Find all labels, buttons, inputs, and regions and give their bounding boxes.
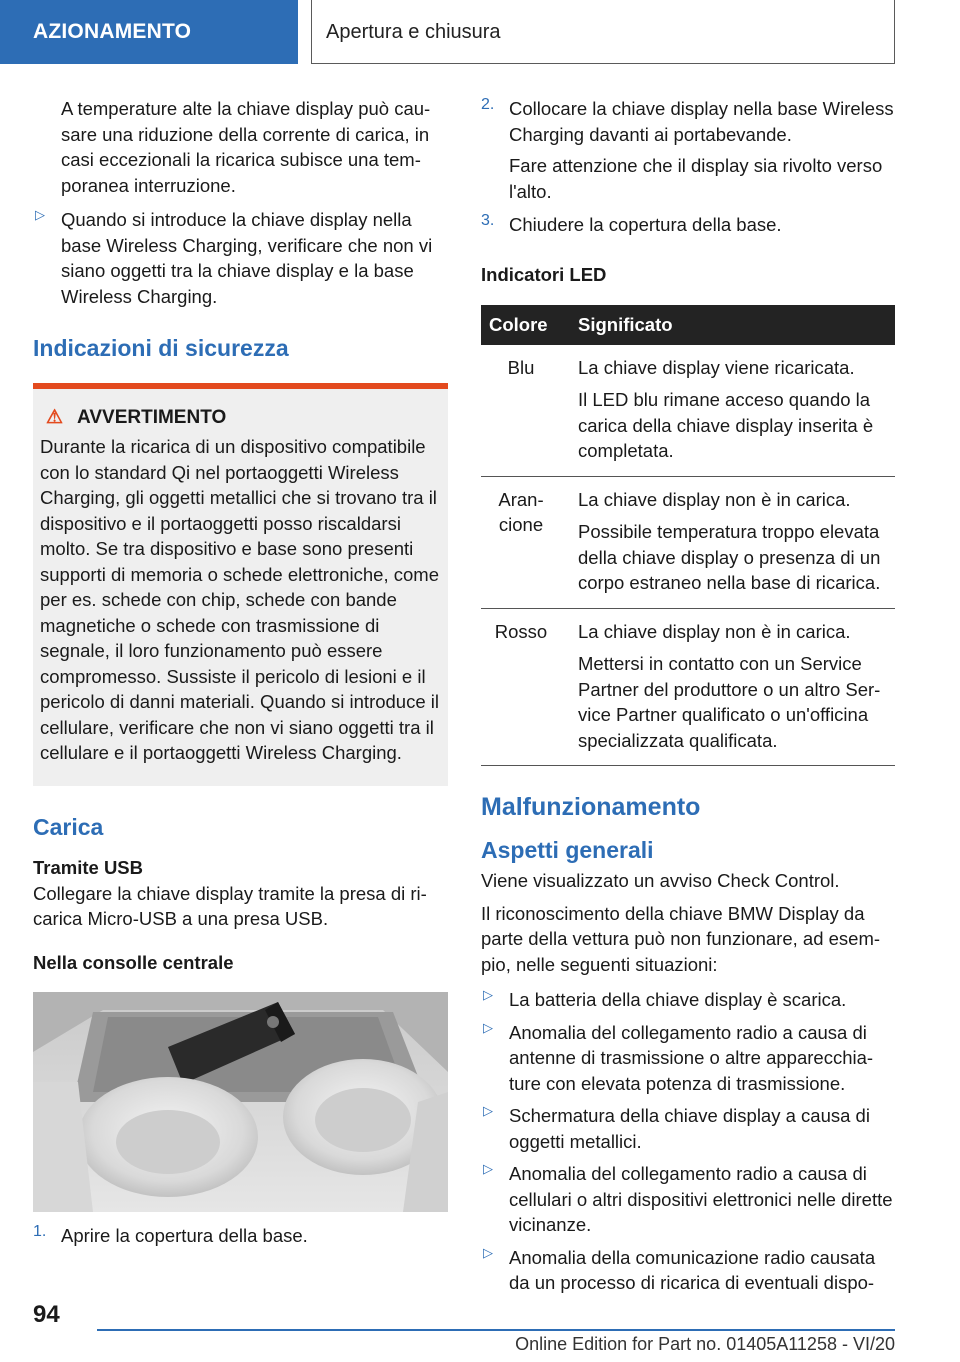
page-header (0, 0, 960, 66)
triangle-bullet-icon: ▷ (483, 1161, 493, 1176)
page-number: 94 (33, 1301, 60, 1328)
meaning-line1: La chiave display non è in carica. (578, 488, 851, 510)
right-column (481, 96, 895, 1296)
row-color: Arancione (481, 476, 561, 608)
step-3 (481, 212, 895, 238)
step-text: Collocare la chiave display nella base Wireless Charging davanti ai portabevande. (509, 98, 894, 145)
led-heading: Indicatori LED (481, 263, 607, 285)
step-note: Fare attenzione che il display sia rivolto verso l'alto. (509, 155, 883, 202)
row-meaning (561, 608, 895, 766)
meaning-line1: La chiave display non è in carica. (578, 620, 851, 642)
intro-paragraph: A temperature alte la chiave display può causare una riduzione della corrente di carica, in casi eccezionali la ricarica subisce una temporanea interruzione. (61, 98, 431, 196)
meaning-line2: Mettersi in contatto con un Service Partner del produttore o un altro Service Partner qualificato o un'officina specializzata qualificata. (578, 653, 881, 751)
list-item (481, 1103, 895, 1154)
list-item (33, 207, 448, 309)
table-row (481, 476, 895, 608)
table-header-row (481, 305, 895, 345)
safety-heading: Indicazioni di sicurezza (33, 335, 289, 361)
row-meaning (561, 345, 895, 477)
row-color: Blu (481, 345, 561, 477)
list-item (481, 987, 895, 1013)
meaning-line2: Possibile temperatura troppo elevata della chiave display o presenza di un corpo estraneo nella base di ricarica. (578, 521, 881, 593)
row-meaning (561, 476, 895, 608)
triangle-bullet-icon: ▷ (35, 207, 45, 222)
section-tab: AZIONAMENTO (0, 0, 298, 64)
header-colore: Colore (481, 305, 561, 345)
header-significato: Significato (561, 305, 895, 345)
triangle-bullet-icon: ▷ (483, 987, 493, 1002)
console-heading: Nella consolle centrale (33, 951, 234, 973)
footer-divider (97, 1329, 895, 1331)
triangle-bullet-icon: ▷ (483, 1103, 493, 1118)
list-item (481, 1245, 895, 1296)
step-text: Chiudere la copertura della base. (509, 214, 782, 235)
left-column (33, 96, 448, 1248)
usb-heading: Tramite USB (33, 856, 144, 878)
carica-heading: Carica (33, 813, 104, 840)
warning-text: Durante la ricarica di un dispositivo compatibile con lo standard Qi nel portaoggetti Wireless Charging, gli oggetti metallici che si trovano tra il dispositivo e il portaoggetti posso riscaldarsi molto. Se tra dispositivo e base sono presenti supporti di memoria o schede elettroniche, come per es. schede con chip, schede con bande magnetiche o schede con trasmissione di segnale, il loro funzionamento può essere compromesso. Sussiste il pericolo di lesioni e il pericolo di danni materiali. Quando si introduce il cellulare, verificare che non vi siano oggetti tra il cellulare e il portaoggetti Wireless Charging. (40, 436, 439, 763)
warning-title-text: AVVERTIMENTO (77, 407, 227, 428)
list-item (481, 1161, 895, 1238)
general-p1: Viene visualizzato un avviso Check Control. (481, 870, 840, 891)
warning-box (33, 389, 448, 786)
malfunction-heading: Malfunzionamento (481, 793, 701, 821)
meaning-line1: La chiave display viene ricaricata. (578, 356, 855, 378)
step-number: 2. (481, 96, 495, 113)
step-number: 1. (33, 1222, 47, 1240)
usb-text: Collegare la chiave display tramite la presa di ricarica Micro-USB a una presa USB. (33, 882, 427, 929)
step-text: Aprire la copertura della base. (61, 1224, 308, 1246)
chapter-tab: Apertura e chiusura (311, 0, 895, 64)
triangle-bullet-icon: ▷ (483, 1019, 493, 1035)
step-number: 3. (481, 212, 495, 229)
bullet-text: La batteria della chiave display è scarica. (509, 989, 847, 1010)
triangle-bullet-icon: ▷ (483, 1244, 493, 1260)
table-row (481, 608, 895, 766)
bullet-text: Schermatura della chiave display a causa di oggetti metallici. (509, 1105, 870, 1152)
warning-triangle-icon: ⚠ (46, 407, 64, 428)
warning-title (40, 405, 441, 431)
edition-text: Online Edition for Part no. 01405A11258 - VI/20 (515, 1334, 895, 1354)
bullet-text: Anomalia del collegamento radio a causa di antenne di trasmissione o altre apparecchiature con elevata potenza di trasmissione. (509, 1021, 874, 1094)
console-photo (33, 992, 448, 1212)
meaning-line2: Il LED blu rimane acceso quando la carica della chiave display inserita è completata. (578, 389, 874, 461)
general-p2: Il riconoscimento della chiave BMW Display da parte della vettura può non funzionare, ad esempio, nelle seguenti situazioni: (481, 902, 881, 975)
led-table (481, 305, 895, 767)
step-1 (33, 1223, 448, 1249)
bullet-text: Anomalia della comunicazione radio causata da un processo di ricarica di eventuali dispo- (509, 1246, 876, 1293)
table-row (481, 345, 895, 477)
general-heading: Aspetti generali (481, 837, 654, 863)
step-2 (481, 96, 895, 204)
list-item (481, 1020, 895, 1097)
bullet-text: Quando si introduce la chiave display nella base Wireless Charging, verificare che non vi siano oggetti tra la chiave display e la base Wireless Charging. (61, 209, 433, 307)
bullet-text: Anomalia del collegamento radio a causa di cellulari o altri dispositivi elettronici nelle dirette vicinanze. (509, 1163, 893, 1235)
row-color: Rosso (481, 608, 561, 766)
